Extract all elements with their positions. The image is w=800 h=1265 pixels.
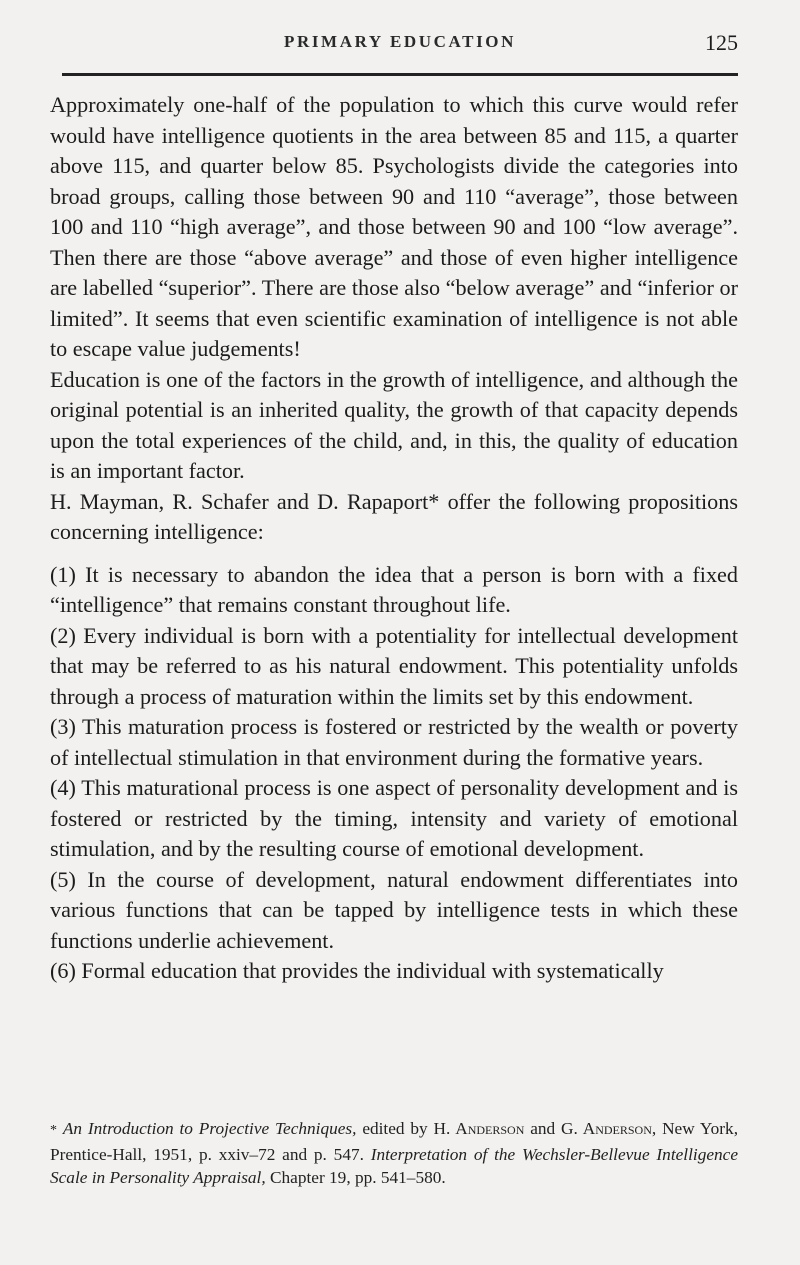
footnote xyxy=(50,1117,738,1190)
footnote-title-2: Interpretation of the Wechsler-Bellevue Intelligence Scale in Personality Appraisal, xyxy=(50,1144,738,1187)
footnote-marker: * xyxy=(50,1123,57,1138)
list-item: (1) It is necessary to abandon the idea that a person is born with a fixed “intelligence” that remains constant throughout life. xyxy=(50,561,738,617)
footnote-text: Chapter 19, pp. 541–580. xyxy=(265,1168,446,1187)
running-head: PRIMARY EDUCATION xyxy=(283,32,516,51)
page-header xyxy=(62,30,738,70)
footnote-author: H. Anderson xyxy=(433,1119,525,1138)
list-item: (4) This maturational process is one aspect of personality development and is fostered or restricted by the timing, intensity and variety of emotional stimulation, and by the resulting course of emotional development. xyxy=(50,775,738,861)
propositions-list xyxy=(50,560,738,987)
footnote-text: and xyxy=(524,1119,562,1138)
list-item: (6) Formal education that provides the individual with systematically xyxy=(50,958,664,983)
footnote-title-1: An Introduction to Projective Techniques, xyxy=(62,1119,357,1138)
paragraph: Approximately one-half of the population to which this curve would refer would have intelligence quotients in the area between 85 and 115, a quarter above 115, and quarter below 85. Psychologists divide the categories into broad groups, calling those between 90 and 110 “average”, those between 100 and 110 “high average”, and those between 90 and 100 “low average”. Then there are those “above average” and those of even higher intelligence are labelled “superior”. There are those also “below average” and “inferior or limited”. It seems that even scientific examination of intelligence is not able to escape value judgements! xyxy=(50,92,738,361)
footnote-text: edited by xyxy=(356,1119,434,1138)
paragraph: H. Mayman, R. Schafer and D. Rapaport* offer the following propositions concerning intelligence: xyxy=(50,488,738,544)
paragraph: Education is one of the factors in the growth of intelligence, and although the original potential is an inherited quality, the growth of that capacity depends upon the total experiences of the child, and, in this, the quality of education is an important factor. xyxy=(50,366,738,483)
footnote-author: G. Anderson, xyxy=(561,1119,657,1138)
list-item: (3) This maturation process is fostered or restricted by the wealth or poverty of intellectual stimulation in that environment during the formative years. xyxy=(50,714,738,770)
list-item: (5) In the course of development, natural endowment differentiates into various functions that can be tapped by intelligence tests in which these functions underlie achievement. xyxy=(50,866,738,953)
footnote-text: New York, Prentice-Hall, 1951, p. xxiv–72 and p. 547. xyxy=(50,1119,739,1164)
body-text xyxy=(50,90,738,987)
list-item: (2) Every individual is born with a potentiality for intellectual development that may be referred to as his natural endowment. This potentiality unfolds through a process of maturation within the limits set by this endowment. xyxy=(50,622,738,709)
header-rule xyxy=(62,73,738,76)
page-number: 125 xyxy=(705,30,738,55)
